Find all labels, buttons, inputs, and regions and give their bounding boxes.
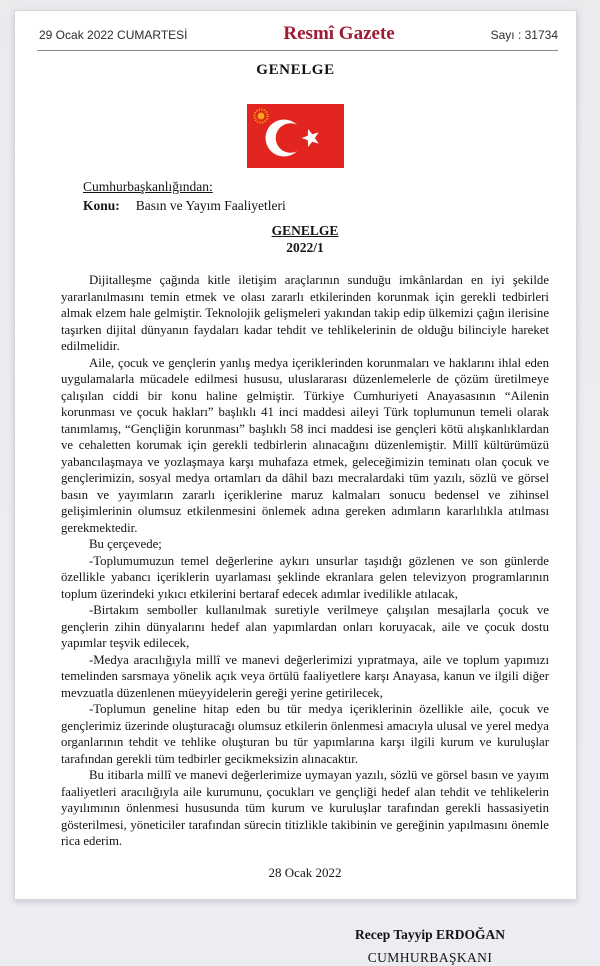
signature-name: Recep Tayyip ERDOĞAN [354, 926, 505, 942]
gazette-date: 29 Ocak 2022 CUMARTESİ [39, 28, 188, 42]
issuing-authority-text: Cumhurbaşkanlığından: [83, 179, 213, 194]
issuing-authority [83, 179, 549, 195]
body-paragraph: Bu itibarla millî ve manevi değerlerimize uymayan yazılı, sözlü ve görsel basın ve yayım faaliyetleri aracılığıyla aile kurumunu, çocukları ve gençliği hedef alan tehdit ve tehlikelerin yayılımının önlenmesi hususunda tüm kurum ve kuruluşlar tarafından gerekli hassasiyetin gösterilmesi, yöneticiler tarafından sürecin titizlikle takibinin ve gereğinin yapılmasını önemle rica ederim. [61, 768, 549, 848]
signature-title: CUMHURBAŞKANI [367, 949, 493, 965]
body-paragraphs [61, 272, 549, 850]
body-paragraph: Dijitalleşme çağında kitle iletişim araçlarının sunduğu imkânlardan en iyi şekilde yararlanılmasını temin etmek ve olası zararlı etkilerinden korunmak için gerekli tedbirleri almak elzem hale gelmiştir. Teknolojik gelişmeleri yakından takip edip ülkemizi çağın ilerisine taşırken dijital dünyanın faydaları kadar tehdit ve tehlikelerinin de olduğu bilinciyle hareket edilmelidir. [61, 273, 549, 353]
subject-value: Basın ve Yayım Faaliyetleri [135, 198, 286, 213]
header-divider [37, 50, 558, 51]
circular-title: GENELGE [271, 223, 339, 238]
signature-date: 28 Ocak 2022 [268, 864, 342, 880]
gazette-page [14, 10, 577, 965]
turkish-flag-presidential-seal-icon [247, 104, 344, 168]
body-paragraph: Aile, çocuk ve gençlerin yanlış medya içeriklerinden korunmaları ve haklarını ihlal eden uygulamalarla mücadele edilmesi hususu, uluslararası düzenlemelerle de çözüm üretilmeye çalışılan ciddi bir konu haline gelmiştir. Türkiye Cumhuriyeti Anayasasının “Ailenin korunması ve çocuk hakları” başlıklı 41 inci maddesi aileyi Türk toplumunun temeli olarak tanımlamış, “Gençliğin korunması” başlıklı 58 inci maddesi ise gençleri kötü alışkanlıklardan ve cehaletten korumak için gerekli tedbirlerin alınacağını düzenlemiştir. Millî kültürümüzü yabancılaşmaya ve yozlaşmaya karşı muhafaza etmek, geleceğimizin teminatı olan çocuk ve gençlerimizin, sosyal medya ortamları da dâhil bazı mecralardaki tüm yazılı, sözlü ve görsel basın ve yayımların zararlı içeriklerine maruz kalmaları sonucu bedensel ve zihinsel gelişimlerinin olumsuz etkilenmesini önlemek adına gereken adımların kararlılıkla atılması gerekmektedir. [61, 355, 549, 535]
gazette-header [39, 23, 558, 45]
gazette-issue-number: Sayı : 31734 [490, 28, 558, 42]
body-paragraph: -Toplumun geneline hitap eden bu tür medya içeriklerinin özellikle aile, çocuk ve gençlerimiz üzerinde oluşturacağı olumsuz etkilerin önlenmesi amacıyla ulusal ve yerel medya organlarının tehdit ve tehlike oluşturan bu tür yapımlarına karşı ilgili kurum ve kuruluşlar tarafından gerekli tüm tedbirler gecikmeksizin alınacaktır. [61, 702, 549, 766]
document-body [61, 179, 549, 966]
flag-container [15, 104, 576, 168]
body-paragraph: -Toplumumuzun temel değerlerine aykırı unsurlar taşıdığı gözlenen ve son günlerde özellikle yabancı içeriklerin uyarlaması şeklinde ekranlara gelen televizyon programlarının toplum üzerindeki yıkıcı etkilerini bertaraf edecek adımlar ivedilikle atılacak, [61, 553, 549, 601]
subject-line [83, 198, 549, 214]
body-paragraph: -Medya aracılığıyla millî ve manevi değerlerimizi yıpratmaya, aile ve toplum yapımızı temelinden sarsmaya yönelik açık veya örtülü faaliyetlere karşı Anayasa, kanun ve ilgili diğer mevzuatla düzenlenen müeyyidelerin gereği yerine getirilecek, [61, 652, 549, 700]
circular-number: 2022/1 [286, 240, 324, 255]
section-title: GENELGE [256, 62, 335, 78]
body-paragraph: Bu çerçevede; [89, 537, 162, 551]
signature-block [355, 927, 505, 966]
circular-heading [61, 223, 549, 256]
body-paragraph: -Birtakım semboller kullanılmak suretiyle verilmeye çalışılan mesajlarla çocuk ve gençlerin zihin dünyalarını hedef alan yapımlardan onları koruyacak, aile ve çocuk dostu yapımlar teşvik edilecek, [61, 603, 549, 650]
gazette-title: Resmî Gazete [283, 23, 395, 44]
subject-label: Konu: [83, 198, 120, 213]
